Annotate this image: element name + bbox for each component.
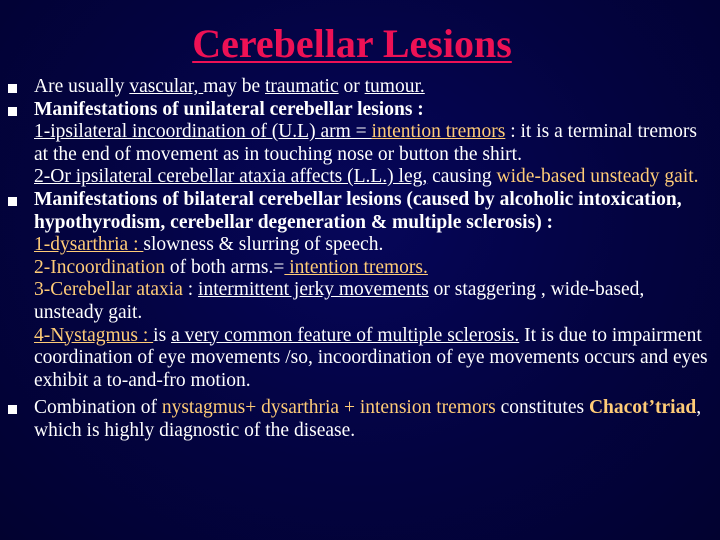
bilateral-heading: Manifestations of bilateral cerebellar lesions (caused by alcoholic intoxication, hypothyrodism, cerebellar degeneration & multiple sclerosis) : (34, 188, 682, 233)
etiology-vascular: vascular, (129, 76, 204, 97)
bilateral-item-2-text: of both arms.= (165, 256, 285, 278)
etiology-traumatic: traumatic (264, 76, 339, 97)
bilateral-item-4 (34, 325, 712, 393)
bullet-triad (6, 397, 712, 442)
triad-name: Chacot’triad (588, 397, 697, 419)
unilateral-item-1-term: intention tremors (371, 121, 506, 143)
triad-text-2: constitutes (495, 397, 589, 419)
unilateral-item-2-label: 2-Or ipsilateral cerebellar ataxia affects (L.L.) leg, (34, 166, 428, 188)
unilateral-item-2-text: causing (427, 166, 497, 188)
bilateral-item-3 (34, 279, 712, 324)
bilateral-item-1 (34, 234, 712, 257)
etiology-tumour: tumour. (364, 76, 425, 97)
unilateral-item-1-label: 1-ipsilateral incoordination of (U.L) arm = (34, 121, 372, 143)
bilateral-item-3-term: intermittent jerky movements (198, 279, 429, 301)
unilateral-item-2 (34, 166, 712, 189)
slide-title: Cerebellar Lesions (192, 21, 512, 66)
bilateral-item-4-term: a very common feature of multiple sclerosis. (171, 324, 520, 346)
unilateral-item-2-term: wide-based unsteady gait. (496, 166, 699, 188)
triad-text-1: Combination of (34, 397, 162, 419)
slide-body (6, 76, 712, 443)
square-bullet-icon (8, 405, 17, 414)
triad-text-3: , which is highly diagnostic of the disease. (34, 397, 702, 441)
bilateral-item-3-desc: or staggering , wide-based, unsteady gait. (34, 279, 645, 323)
square-bullet-icon (8, 107, 17, 116)
unilateral-item-1-desc: : it is a terminal tremors at the end of movement as in touching nose or button the shirt. (34, 121, 698, 165)
bilateral-item-3-sep: : (182, 279, 199, 301)
triad-components: nystagmus+ dysarthria + intension tremors (161, 397, 496, 419)
square-bullet-icon (8, 197, 17, 206)
bilateral-item-1-desc: slowness & slurring of speech. (143, 234, 384, 256)
bilateral-item-4-label: 4-Nystagmus : (34, 324, 154, 346)
bullet-bilateral (6, 189, 712, 392)
bullet-unilateral (6, 99, 712, 189)
bilateral-item-4-desc: It is due to impairment coordination of eye movements /so, incoordination of eye movements occurs and eyes exhibit a to-and-fro motion. (34, 324, 708, 391)
bilateral-item-3-label: 3-Cerebellar ataxia (34, 279, 183, 301)
square-bullet-icon (8, 84, 17, 93)
etiology-text-1: Are usually (34, 76, 130, 97)
etiology-text-3: or (338, 76, 365, 97)
etiology-text-2: may be (203, 76, 265, 97)
bilateral-item-2-term: intention tremors. (284, 256, 428, 278)
unilateral-item-1 (34, 121, 712, 166)
bilateral-item-1-label: 1-dysarthria : (34, 234, 144, 256)
bilateral-item-4-text: is (153, 324, 172, 346)
bilateral-item-2-label: 2-Incoordination (34, 256, 166, 278)
bullet-etiology (6, 76, 712, 99)
bilateral-item-2 (34, 257, 712, 280)
unilateral-heading: Manifestations of unilateral cerebellar lesions : (34, 98, 424, 120)
